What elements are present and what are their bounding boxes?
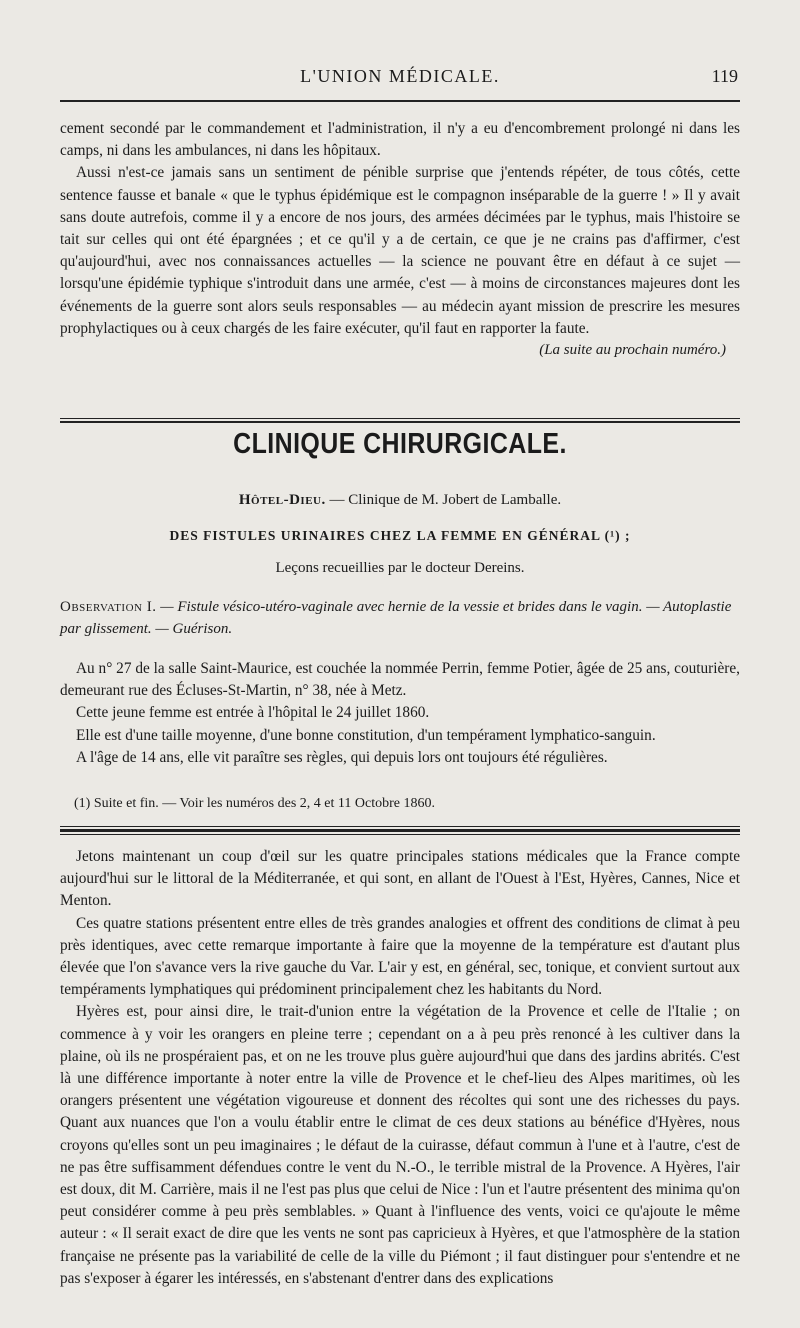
feuilleton <box>60 846 740 1290</box>
feuilleton-rule-2 <box>60 829 740 832</box>
lecture-subtitle: DES FISTULES URINAIRES CHEZ LA FEMME EN GÉNÉRAL (¹) ; <box>169 528 631 543</box>
observation-label: Observation I. <box>60 599 157 615</box>
footnote: (1) Suite et fin. — Voir les numéros des 2, 4 et 11 Octobre 1860. <box>74 796 435 811</box>
continuation-note: (La suite au prochain numéro.) <box>539 342 726 359</box>
section-rule-top-thick <box>60 421 740 423</box>
observation-paragraph-1: Au n° 27 de la salle Saint-Maurice, est couchée la nommée Perrin, femme Potier, âgée de 25 ans, couturière, demeurant rue des Écluses-St-Martin, n° 38, née à Metz. <box>60 660 740 700</box>
observation-paragraph-3: Elle est d'une taille moyenne, d'une bonne constitution, d'un tempérament lymphatico-sanguin. <box>76 726 656 744</box>
article-continuation <box>60 118 740 359</box>
paragraph-1: cement secondé par le commandement et l'administration, il n'y a eu d'encombrement prolongé ni dans les camps, ni dans les ambulances, ni dans les hôpitaux. <box>60 120 740 160</box>
observation-heading <box>60 596 740 640</box>
observation <box>60 596 740 769</box>
page-number: 119 <box>711 66 738 86</box>
header-rule <box>60 100 740 102</box>
section-title: CLINIQUE CHIRURGICALE. <box>233 428 567 460</box>
clinic-line <box>60 492 740 509</box>
feuilleton-rule-3 <box>60 834 740 835</box>
hospital-name: Hôtel-Dieu. <box>238 492 326 508</box>
feuilleton-paragraph-2: Ces quatre stations présentent entre elles de très grandes analogies et offrent des conditions de climat à peu près identiques, avec cette remarque importante à faire que la moyenne de la température est d'autant plus élevée que l'on s'avance vers la rive gauche du Var. L'air y est, en général, sec, tonique, et convient surtout aux tempéraments lymphatiques qui prédominent principalement chez les habitants du Nord. <box>60 914 740 999</box>
observation-title: — Fistule vésico-utéro-vaginale avec hernie de la vessie et brides dans le vagin. — Autoplastie par glissement. — Guérison. <box>60 599 732 637</box>
observation-paragraph-2: Cette jeune femme est entrée à l'hôpital le 24 juillet 1860. <box>76 704 430 722</box>
feuilleton-rule-1 <box>60 826 740 827</box>
running-head <box>60 60 740 96</box>
running-title: L'UNION MÉDICALE. <box>300 66 500 86</box>
section-rule-top <box>60 418 740 419</box>
feuilleton-paragraph-3: Hyères est, pour ainsi dire, le trait-d'union entre la végétation de la Provence et celle de l'Italie ; on commence à y voir les orangers en pleine terre ; cependant on a à peu près renoncé à les cultiver dans la plaine, où ils ne prospéraient pas, et on ne les trouve plus guère aujourd'hui que dans des jardins abrités. C'est là une différence importante à noter entre la ville de Provence et le chef-lieu des Alpes maritimes, où les orangers présentent une végétation vigoureuse et donnent des récoltes qui sont une des richesses du pays. Quant aux nuances que l'on a voulu établir entre le climat de ces deux stations au bénéfice d'Hyères, nous croyons qu'elles sont un peu imaginaires ; le défaut de la cuirasse, défaut commun à l'une et à l'autre, c'est de ne pas être suffisamment défendues contre le vent du N.-O., le terrible mistral de la Provence. A Hyères, l'air est doux, dit M. Carrière, mais il ne l'est pas plus que celui de Nice : l'un et l'autre présentent des minima qu'on peut considérer comme à peu près semblables. » Quant à l'influence des vents, voici ce qu'ajoute le même auteur : « Il serait exact de dire que les vents ne sont pas capricieux à Hyères, et que l'atmosphère de la station française ne présente pas la variabilité de celle de la ville du Piémont ; il faut distinguer pour s'entendre et ne pas s'exposer à égarer les intéressés, en s'abstenant d'entrer dans des explications <box>60 1003 740 1287</box>
observation-paragraph-4: A l'âge de 14 ans, elle vit paraître ses règles, qui depuis lors ont toujours été régulières. <box>76 748 608 766</box>
feuilleton-paragraph-1: Jetons maintenant un coup d'œil sur les quatre principales stations médicales que la France compte aujourd'hui sur le littoral de la Méditerranée, et qui sont, en allant de l'Ouest à l'Est, Hyères, Cannes, Nice et Menton. <box>60 848 740 910</box>
lessons-credit: Leçons recueillies par le docteur Dereins. <box>275 560 525 576</box>
clinic-name: — Clinique de M. Jobert de Lamballe. <box>329 492 562 508</box>
paragraph-2: Aussi n'est-ce jamais sans un sentiment de pénible surprise que j'entends répéter, de tous côtés, cette sentence fausse et banale « que le typhus épidémique est le compagnon inséparable de la guerre ! » Il y avait sans doute autrefois, comme il y a encore de nos jours, des armées décimées par le typhus, mais l'histoire se tait sur celles qui ont été épargnées ; et ce qu'il y a de certain, ce que je ne crains pas d'affirmer, c'est qu'aujourd'hui, avec nos connaissances actuelles — la science ne pouvant être en défaut à ce sujet — lorsqu'une épidémie typhique s'introduit dans une armée, c'est — à moins de circonstances majeures dont les événements de la guerre sont alors seuls responsables — au médecin ayant mission de prescrire les mesures prophylactiques ou à ceux chargés de les faire exécuter, qu'il faut en rapporter la faute. <box>60 164 740 337</box>
